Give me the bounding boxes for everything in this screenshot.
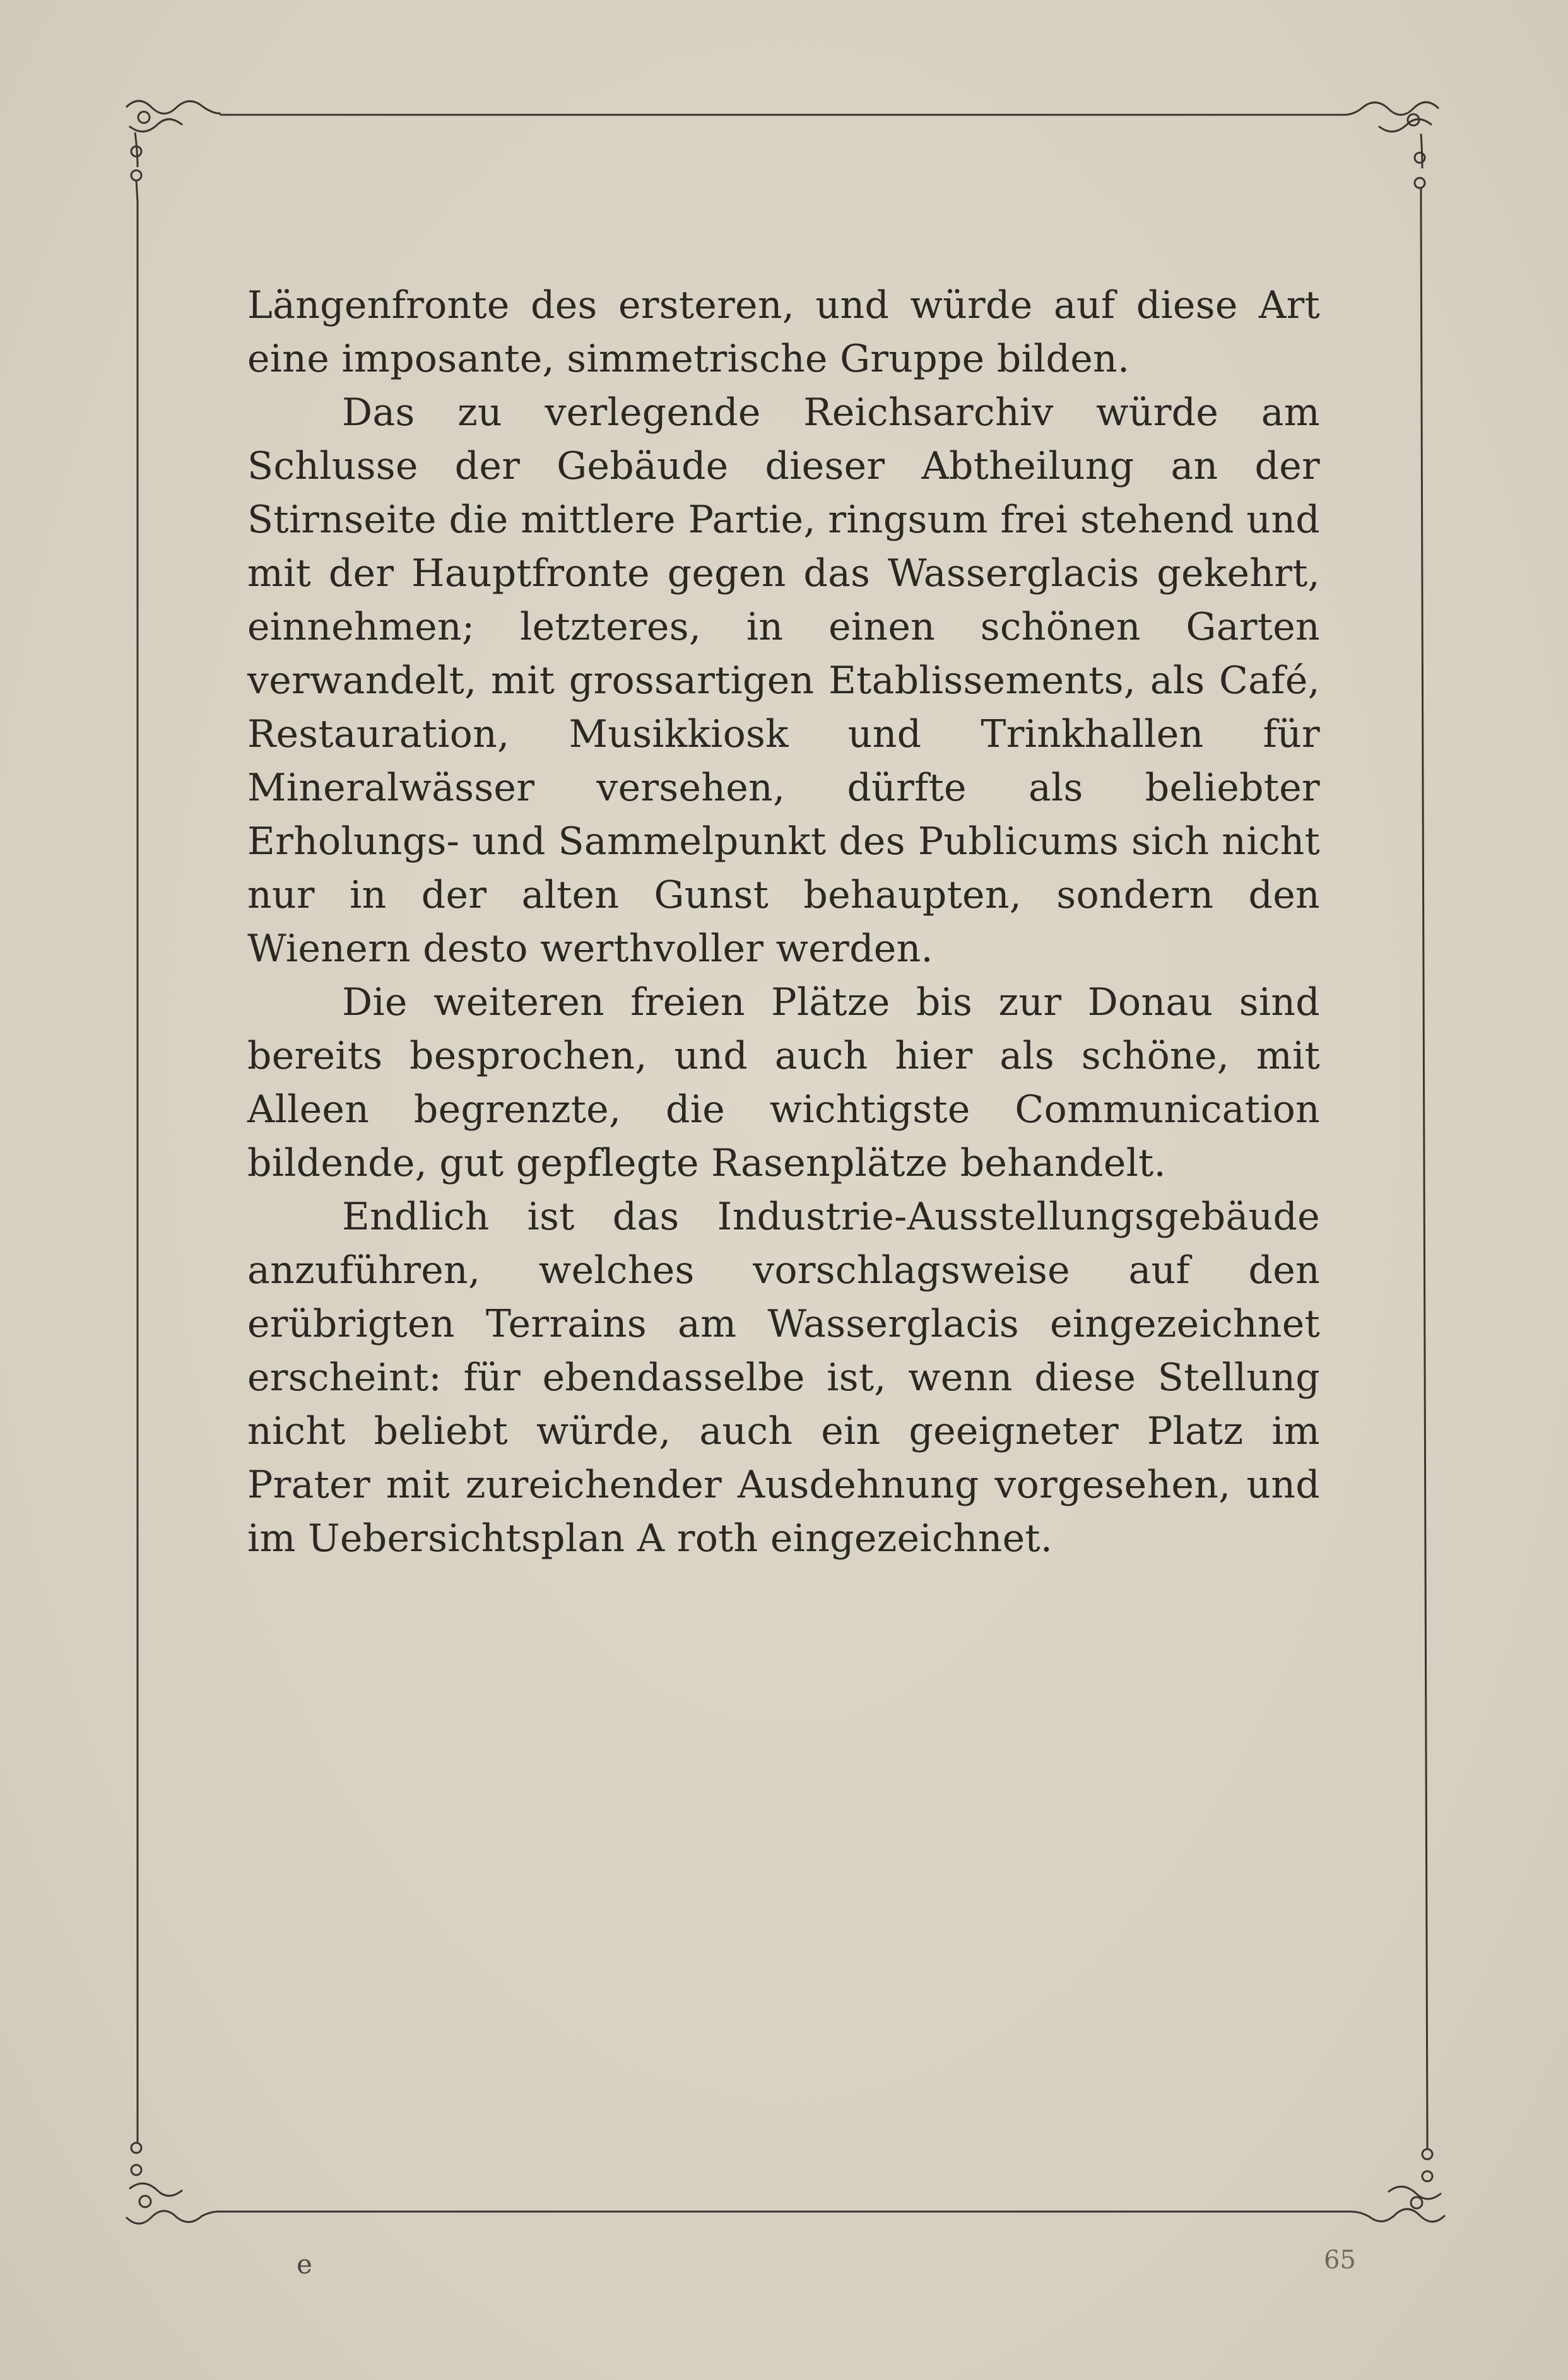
frame-right-rule xyxy=(1421,208,1427,2132)
paragraph-4: Endlich ist das Industrie-Ausstellungsgebäude anzuführen, welches vorschlagsweise auf den erübrigten Terrains am Wasserglacis eingezeichnet erscheint: für ebendasselbe ist, wenn diese Stellung nicht beliebt würde, auch ein geeigneter Platz im Prater mit zureichender Ausdehnung vorgesehen, und im Uebersichtsplan A roth eingezeichnet. xyxy=(247,1195,1320,1561)
body-text xyxy=(247,279,1320,1566)
paragraph-2: Das zu verlegende Reichsarchiv würde am Schlusse der Gebäude dieser Abtheilung an der Stirnseite die mittlere Partie, ringsum frei stehend und mit der Hauptfronte gegen das Wasserglacis gekehrt, einnehmen; letzteres, in einen schönen Garten verwandelt, mit grossartigen Etablissements, als Café, Restauration, Musikkiosk und Trinkhallen für Mineralwässer versehen, dürfte als beliebter Erholungs- und Sammelpunkt des Publicums sich nicht nur in der alten Gunst behaupten, sondern den Wienern desto werthvoller werden. xyxy=(247,390,1320,971)
scroll-flourish-icon xyxy=(1350,2132,1445,2222)
scroll-flourish-icon xyxy=(1344,102,1439,209)
paragraph-1: Längenfronte des ersteren, und würde auf diese Art eine imposante, simmetrische Gruppe bilden. xyxy=(247,283,1320,381)
scroll-flourish-icon xyxy=(126,2126,221,2224)
paragraph-3: Die weiteren freien Plätze bis zur Donau sind bereits besprochen, und auch hier als schöne, mit Alleen begrenzte, die wichtigste Communication bildende, gut gepflegte Rasenplätze behandelt. xyxy=(247,980,1320,1185)
signature-mark: e xyxy=(297,2249,312,2280)
scroll-flourish-icon xyxy=(126,101,221,202)
page-number: 65 xyxy=(1324,2246,1356,2275)
